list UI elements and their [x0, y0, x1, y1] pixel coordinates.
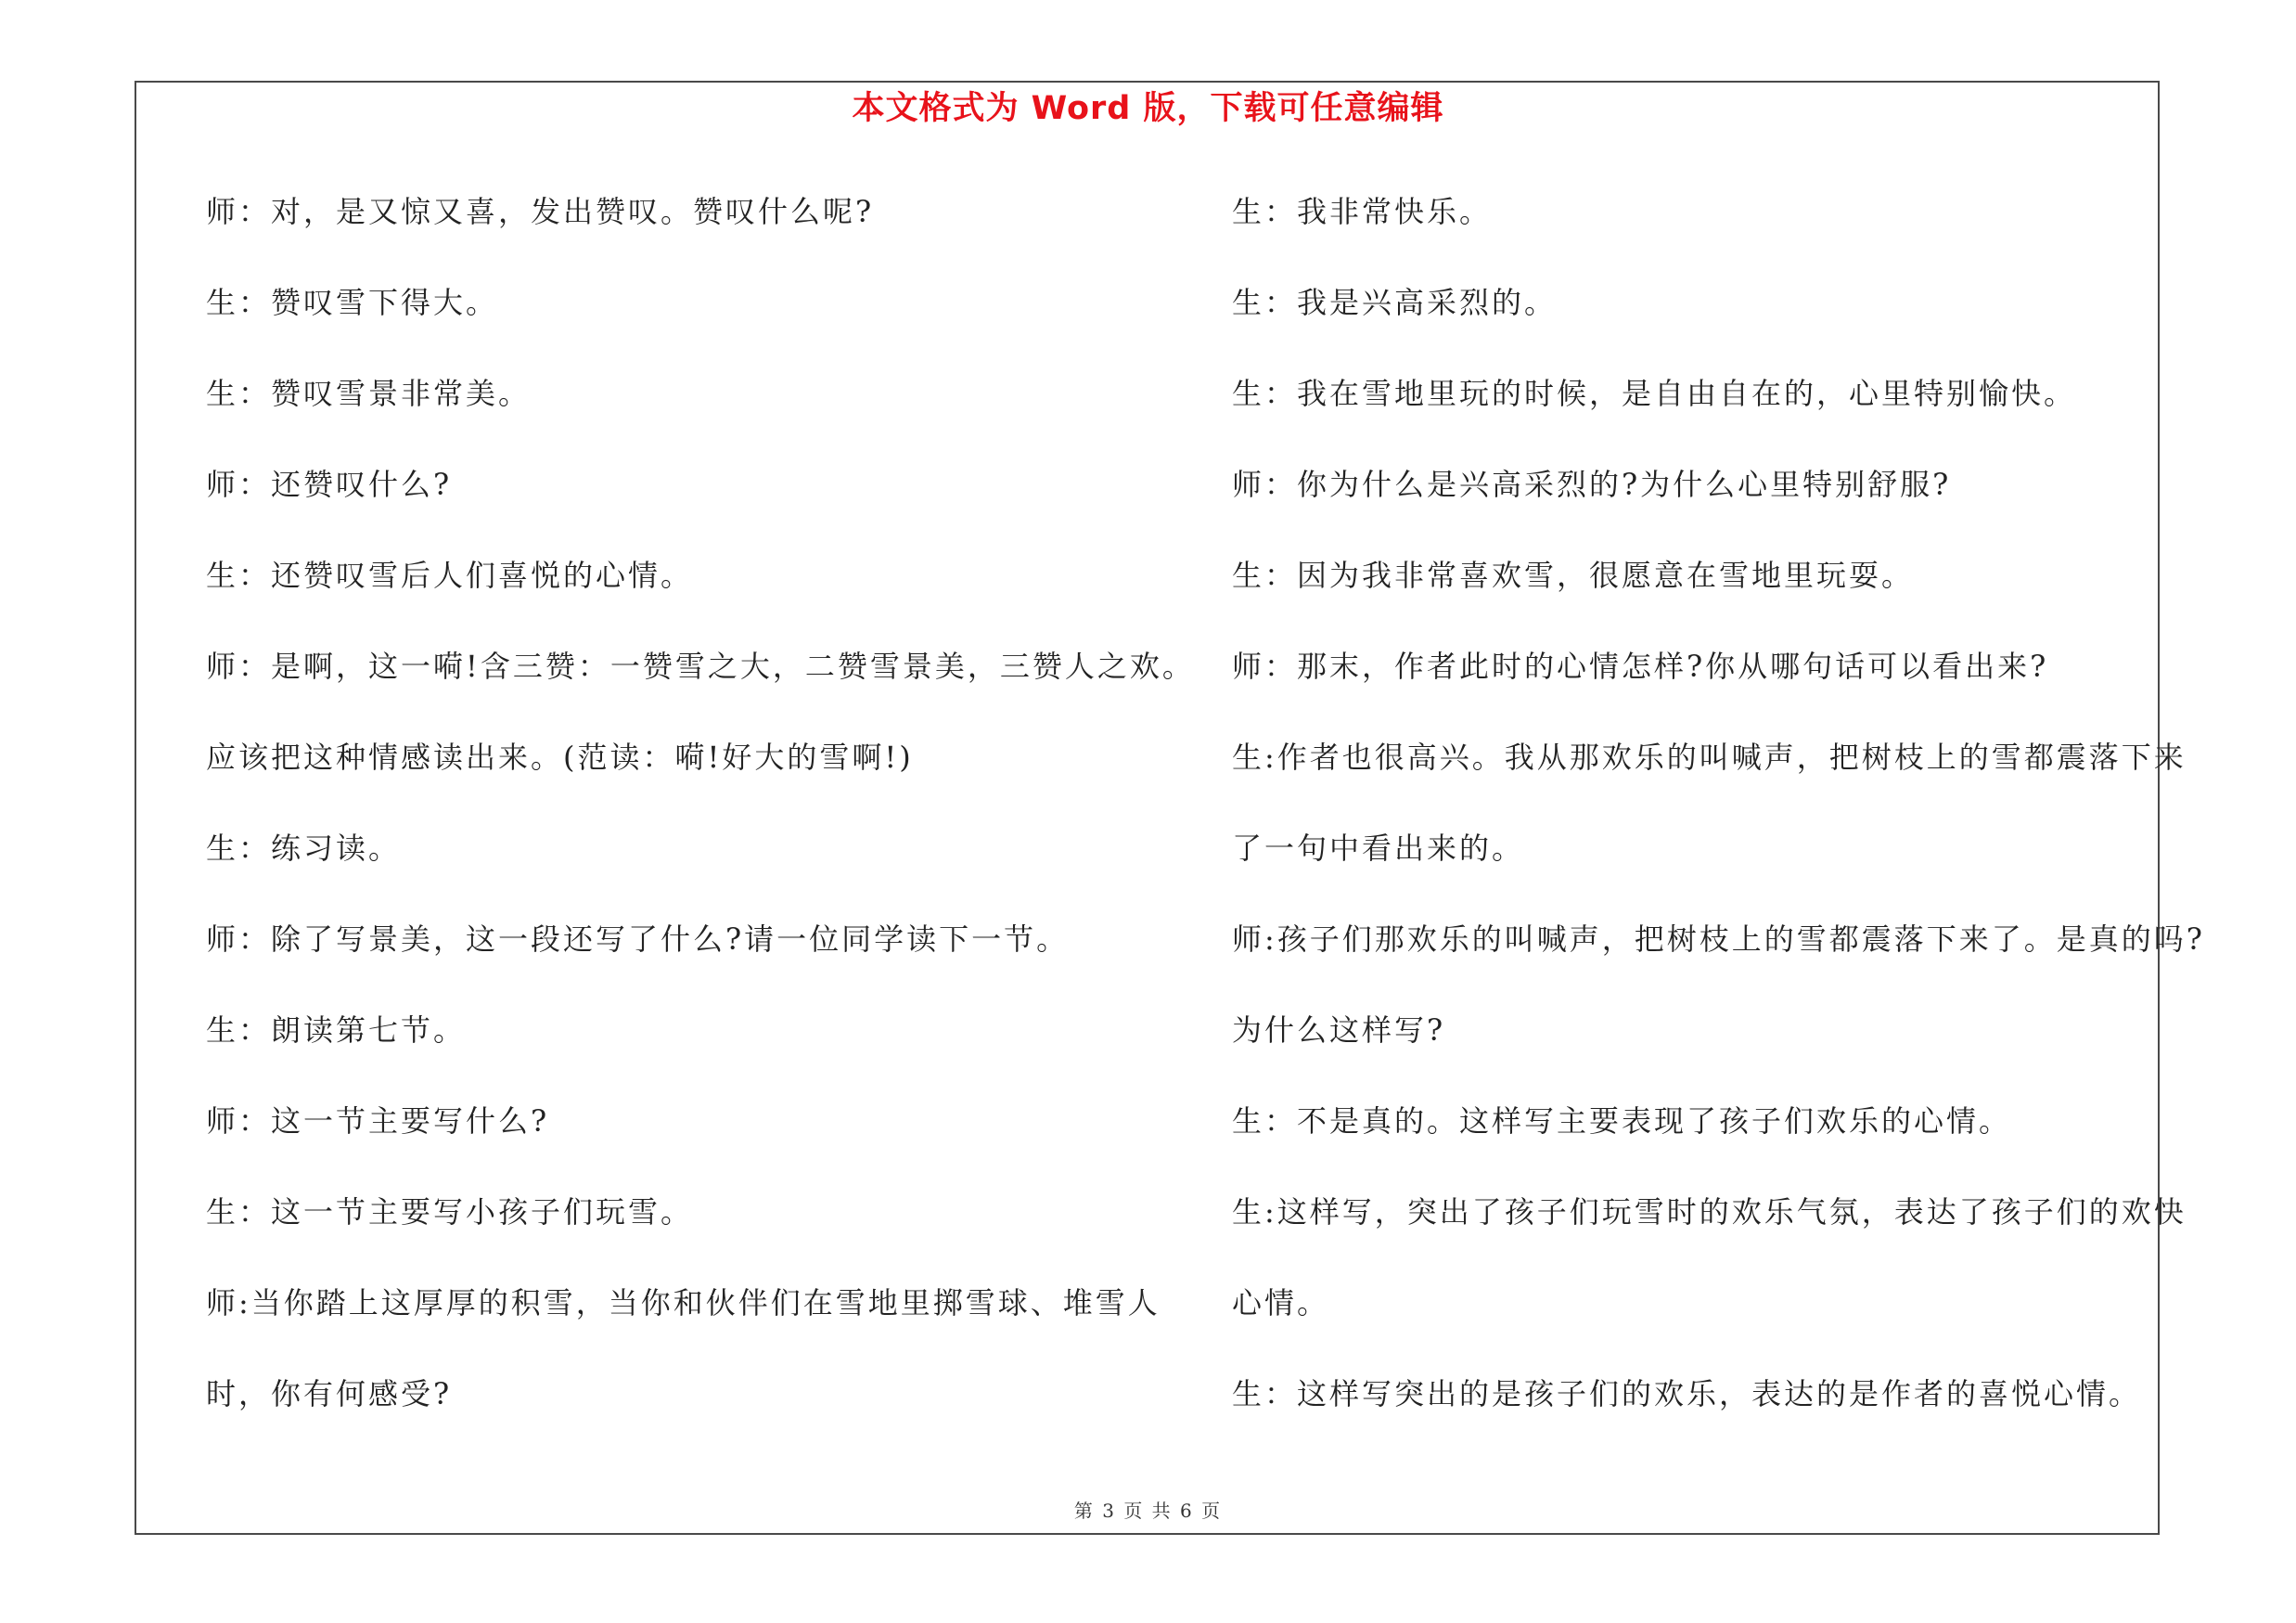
dialogue-line: 生：我非常快乐。 [1232, 194, 1493, 229]
dialogue-line: 了一句中看出来的。 [1232, 831, 1525, 866]
dialogue-line: 师:当你踏上这厚厚的积雪，当你和伙伴们在雪地里掷雪球、堆雪人 [206, 1285, 1161, 1320]
dialogue-line: 生:这样写，突出了孩子们玩雪时的欢乐气氛，表达了孩子们的欢快 [1232, 1194, 2187, 1230]
dialogue-line: 师：这一节主要写什么? [206, 1103, 550, 1139]
page-number: 第 3 页 共 6 页 [1073, 1500, 1223, 1522]
dialogue-line: 师：是啊，这一嗬!含三赞：一赞雪之大，二赞雪景美，三赞人之欢。 [206, 649, 1195, 684]
dialogue-line: 师：你为什么是兴高采烈的?为什么心里特别舒服? [1232, 467, 1952, 502]
dialogue-line: 时，你有何感受? [206, 1376, 453, 1411]
dialogue-line: 生：练习读。 [206, 831, 402, 866]
dialogue-line: 师:孩子们那欢乐的叫喊声，把树枝上的雪都震落下来了。是真的吗? [1232, 921, 2205, 957]
dialogue-line: 心情。 [1232, 1285, 1330, 1320]
dialogue-line: 师：还赞叹什么? [206, 467, 453, 502]
dialogue-line: 生：我在雪地里玩的时候，是自由自在的，心里特别愉快。 [1232, 376, 2077, 411]
dialogue-line: 生：不是真的。这样写主要表现了孩子们欢乐的心情。 [1232, 1103, 2012, 1139]
dialogue-line: 师：除了写景美，这一段还写了什么?请一位同学读下一节。 [206, 921, 1070, 957]
dialogue-line: 生：还赞叹雪后人们喜悦的心情。 [206, 558, 694, 593]
dialogue-line: 生：这一节主要写小孩子们玩雪。 [206, 1194, 694, 1230]
dialogue-line: 师：那末，作者此时的心情怎样?你从哪句话可以看出来? [1232, 649, 2049, 684]
left-column [206, 182, 1199, 1455]
dialogue-line: 生：朗读第七节。 [206, 1012, 467, 1048]
dialogue-line: 生：我是兴高采烈的。 [1232, 285, 1558, 320]
dialogue-line: 应该把这种情感读出来。(范读：嗬!好大的雪啊!) [206, 740, 914, 775]
dialogue-line: 生：因为我非常喜欢雪，很愿意在雪地里玩耍。 [1232, 558, 1915, 593]
dialogue-line: 为什么这样写? [1232, 1012, 1446, 1048]
dialogue-line: 师：对，是又惊又喜，发出赞叹。赞叹什么呢? [206, 194, 875, 229]
dialogue-line: 生:作者也很高兴。我从那欢乐的叫喊声，把树枝上的雪都震落下来 [1232, 740, 2187, 775]
dialogue-line: 生：赞叹雪景非常美。 [206, 376, 532, 411]
right-column [1232, 182, 2205, 1455]
dialogue-line: 生：赞叹雪下得大。 [206, 285, 499, 320]
dialogue-line: 生：这样写突出的是孩子们的欢乐，表达的是作者的喜悦心情。 [1232, 1376, 2142, 1411]
header-note: 本文格式为 Word 版，下载可任意编辑 [852, 90, 1444, 127]
